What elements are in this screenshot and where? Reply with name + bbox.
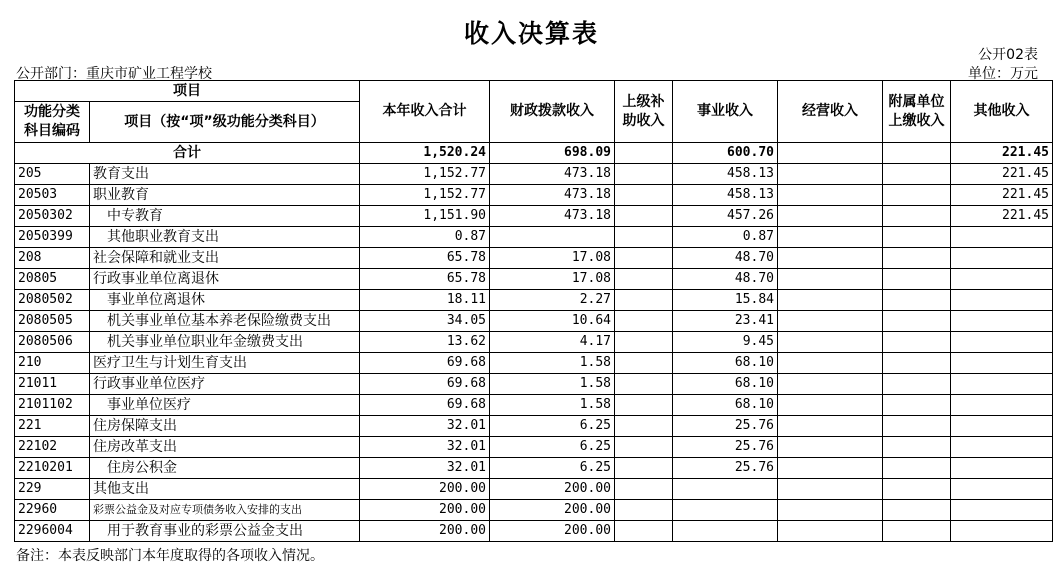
table-row: [15, 479, 1053, 500]
row-business: 25.76: [673, 458, 778, 479]
row-operating: [778, 164, 883, 185]
row-business: 68.10: [673, 395, 778, 416]
row-other: [951, 479, 1053, 500]
row-affiliated: [883, 374, 951, 395]
row-other: 221.45: [951, 164, 1053, 185]
table-row: [15, 437, 1053, 458]
row-total: 32.01: [360, 437, 490, 458]
row-name: 医疗卫生与计划生育支出: [90, 353, 360, 374]
row-superior: [615, 374, 673, 395]
row-fiscal: 473.18: [490, 164, 615, 185]
row-total: 34.05: [360, 311, 490, 332]
row-operating: [778, 269, 883, 290]
row-superior: [615, 227, 673, 248]
row-code: 22960: [15, 500, 90, 521]
row-code: 2050399: [15, 227, 90, 248]
row-superior: [615, 416, 673, 437]
form-code: 公开02表: [978, 47, 1038, 63]
row-name: 职业教育: [90, 185, 360, 206]
row-code: 210: [15, 353, 90, 374]
row-name: 事业单位医疗: [90, 395, 360, 416]
table-row: [15, 269, 1053, 290]
header-total: 本年收入合计: [360, 81, 490, 143]
row-affiliated: [883, 437, 951, 458]
row-business: 0.87: [673, 227, 778, 248]
table-row: [15, 164, 1053, 185]
row-code: 208: [15, 248, 90, 269]
row-code: 22102: [15, 437, 90, 458]
header-operating: 经营收入: [778, 81, 883, 143]
header-other: 其他收入: [951, 81, 1053, 143]
row-superior: [615, 206, 673, 227]
row-name: 行政事业单位医疗: [90, 374, 360, 395]
row-name: 住房公积金: [90, 458, 360, 479]
row-business: 68.10: [673, 374, 778, 395]
row-fiscal: 17.08: [490, 248, 615, 269]
row-code: 21011: [15, 374, 90, 395]
row-code: 221: [15, 416, 90, 437]
row-name: 中专教育: [90, 206, 360, 227]
total-cell-operating: [778, 143, 883, 164]
row-other: [951, 269, 1053, 290]
row-operating: [778, 311, 883, 332]
row-fiscal: 1.58: [490, 374, 615, 395]
total-cell-other: 221.45: [951, 143, 1053, 164]
row-operating: [778, 248, 883, 269]
row-total: 69.68: [360, 353, 490, 374]
row-other: [951, 311, 1053, 332]
row-affiliated: [883, 248, 951, 269]
income-table: [14, 80, 1053, 542]
row-other: [951, 395, 1053, 416]
row-total: 65.78: [360, 248, 490, 269]
row-fiscal: 6.25: [490, 416, 615, 437]
row-code: 2080506: [15, 332, 90, 353]
row-other: [951, 248, 1053, 269]
total-cell-superior: [615, 143, 673, 164]
table-row: [15, 458, 1053, 479]
row-other: [951, 521, 1053, 542]
row-business: 25.76: [673, 416, 778, 437]
row-fiscal: 1.58: [490, 395, 615, 416]
row-name: 行政事业单位离退休: [90, 269, 360, 290]
row-code: 2080502: [15, 290, 90, 311]
header-fiscal: 财政拨款收入: [490, 81, 615, 143]
row-operating: [778, 521, 883, 542]
row-business: 23.41: [673, 311, 778, 332]
row-other: [951, 500, 1053, 521]
total-cell-fiscal: 698.09: [490, 143, 615, 164]
row-fiscal: 4.17: [490, 332, 615, 353]
row-superior: [615, 395, 673, 416]
row-code: 229: [15, 479, 90, 500]
row-affiliated: [883, 332, 951, 353]
row-total: 32.01: [360, 458, 490, 479]
row-business: 15.84: [673, 290, 778, 311]
row-name: 其他职业教育支出: [90, 227, 360, 248]
table-row: [15, 311, 1053, 332]
row-operating: [778, 206, 883, 227]
row-total: 200.00: [360, 479, 490, 500]
row-total: 65.78: [360, 269, 490, 290]
table-row: [15, 185, 1053, 206]
row-affiliated: [883, 395, 951, 416]
row-superior: [615, 248, 673, 269]
row-total: 69.68: [360, 395, 490, 416]
row-affiliated: [883, 416, 951, 437]
row-fiscal: 200.00: [490, 479, 615, 500]
unit-label: 单位：万元: [968, 66, 1038, 82]
row-operating: [778, 185, 883, 206]
row-business: 48.70: [673, 248, 778, 269]
row-affiliated: [883, 479, 951, 500]
row-affiliated: [883, 164, 951, 185]
row-superior: [615, 269, 673, 290]
row-name: 住房保障支出: [90, 416, 360, 437]
table-row: [15, 353, 1053, 374]
row-superior: [615, 164, 673, 185]
row-operating: [778, 479, 883, 500]
total-row: [15, 143, 1053, 164]
row-affiliated: [883, 353, 951, 374]
row-business: 458.13: [673, 185, 778, 206]
row-other: [951, 374, 1053, 395]
row-total: 13.62: [360, 332, 490, 353]
row-total: 69.68: [360, 374, 490, 395]
row-superior: [615, 185, 673, 206]
row-superior: [615, 332, 673, 353]
row-operating: [778, 458, 883, 479]
row-other: [951, 290, 1053, 311]
row-total: 200.00: [360, 500, 490, 521]
table-row: [15, 206, 1053, 227]
row-code: 2210201: [15, 458, 90, 479]
row-code: 2050302: [15, 206, 90, 227]
row-total: 1,152.77: [360, 185, 490, 206]
table-row: [15, 248, 1053, 269]
row-business: 458.13: [673, 164, 778, 185]
row-fiscal: 473.18: [490, 185, 615, 206]
row-other: [951, 353, 1053, 374]
row-superior: [615, 479, 673, 500]
row-other: [951, 437, 1053, 458]
row-operating: [778, 374, 883, 395]
header-project: 项目: [15, 81, 360, 102]
row-superior: [615, 353, 673, 374]
table-row: [15, 416, 1053, 437]
row-code: 2296004: [15, 521, 90, 542]
row-name: 住房改革支出: [90, 437, 360, 458]
row-business: 48.70: [673, 269, 778, 290]
row-other: [951, 416, 1053, 437]
department-label: 公开部门：重庆市矿业工程学校: [16, 66, 212, 82]
row-operating: [778, 290, 883, 311]
header-code: 功能分类科目编码: [15, 102, 90, 143]
row-business: [673, 521, 778, 542]
row-operating: [778, 437, 883, 458]
row-operating: [778, 353, 883, 374]
row-operating: [778, 395, 883, 416]
row-business: 9.45: [673, 332, 778, 353]
row-operating: [778, 227, 883, 248]
row-fiscal: 473.18: [490, 206, 615, 227]
table-row: [15, 332, 1053, 353]
row-superior: [615, 437, 673, 458]
row-code: 20503: [15, 185, 90, 206]
row-name: 机关事业单位职业年金缴费支出: [90, 332, 360, 353]
row-operating: [778, 416, 883, 437]
row-affiliated: [883, 269, 951, 290]
row-total: 1,151.90: [360, 206, 490, 227]
row-total: 1,152.77: [360, 164, 490, 185]
row-business: [673, 479, 778, 500]
row-other: [951, 458, 1053, 479]
row-affiliated: [883, 227, 951, 248]
total-cell-affiliated: [883, 143, 951, 164]
row-total: 0.87: [360, 227, 490, 248]
total-cell-business: 600.70: [673, 143, 778, 164]
row-fiscal: 200.00: [490, 521, 615, 542]
row-fiscal: 6.25: [490, 458, 615, 479]
table-row: [15, 290, 1053, 311]
row-code: 2080505: [15, 311, 90, 332]
row-total: 200.00: [360, 521, 490, 542]
page-title: 收入决算表: [463, 19, 599, 48]
row-business: [673, 500, 778, 521]
row-operating: [778, 500, 883, 521]
row-affiliated: [883, 521, 951, 542]
row-fiscal: 17.08: [490, 269, 615, 290]
total-label: 合计: [15, 143, 360, 164]
header-superior: 上级补助收入: [615, 81, 673, 143]
row-code: 2101102: [15, 395, 90, 416]
row-superior: [615, 311, 673, 332]
row-total: 32.01: [360, 416, 490, 437]
row-code: 205: [15, 164, 90, 185]
row-affiliated: [883, 290, 951, 311]
row-other: 221.45: [951, 185, 1053, 206]
row-name: 用于教育事业的彩票公益金支出: [90, 521, 360, 542]
table-row: [15, 521, 1053, 542]
row-name: 事业单位离退休: [90, 290, 360, 311]
row-affiliated: [883, 500, 951, 521]
row-business: 457.26: [673, 206, 778, 227]
row-other: [951, 227, 1053, 248]
table-row: [15, 374, 1053, 395]
row-fiscal: 200.00: [490, 500, 615, 521]
row-total: 18.11: [360, 290, 490, 311]
header-business: 事业收入: [673, 81, 778, 143]
row-name: 社会保障和就业支出: [90, 248, 360, 269]
row-code: 20805: [15, 269, 90, 290]
footnote: 备注：本表反映部门本年度取得的各项收入情况。: [16, 548, 324, 564]
row-fiscal: 6.25: [490, 437, 615, 458]
header-name: 项目（按“项”级功能分类科目）: [90, 102, 360, 143]
row-operating: [778, 332, 883, 353]
row-fiscal: 2.27: [490, 290, 615, 311]
row-business: 68.10: [673, 353, 778, 374]
row-affiliated: [883, 311, 951, 332]
row-affiliated: [883, 458, 951, 479]
row-other: [951, 332, 1053, 353]
row-superior: [615, 458, 673, 479]
row-fiscal: [490, 227, 615, 248]
row-other: 221.45: [951, 206, 1053, 227]
row-superior: [615, 500, 673, 521]
total-cell-total: 1,520.24: [360, 143, 490, 164]
header-affiliated: 附属单位上缴收入: [883, 81, 951, 143]
row-superior: [615, 521, 673, 542]
table-row: [15, 395, 1053, 416]
table-row: [15, 227, 1053, 248]
table-row: [15, 500, 1053, 521]
row-superior: [615, 290, 673, 311]
row-affiliated: [883, 185, 951, 206]
row-fiscal: 10.64: [490, 311, 615, 332]
row-business: 25.76: [673, 437, 778, 458]
row-fiscal: 1.58: [490, 353, 615, 374]
row-name: 其他支出: [90, 479, 360, 500]
row-name: 机关事业单位基本养老保险缴费支出: [90, 311, 360, 332]
row-name: 教育支出: [90, 164, 360, 185]
row-affiliated: [883, 206, 951, 227]
row-name: 彩票公益金及对应专项债务收入安排的支出: [90, 500, 360, 521]
